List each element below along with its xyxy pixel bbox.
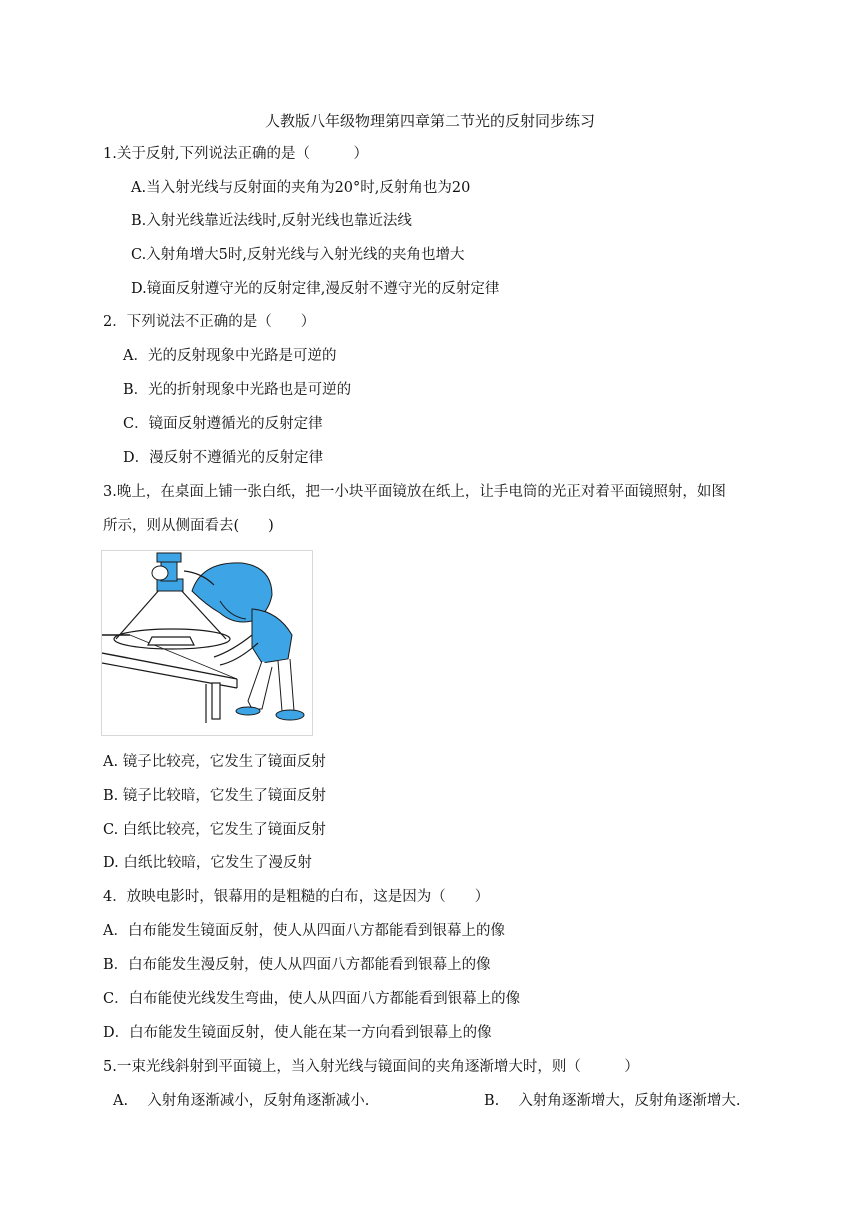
question-3-option-b: B. 镜子比较暗，它发生了镜面反射	[103, 788, 326, 804]
question-3-option-c: C. 白纸比较亮，它发生了镜面反射	[103, 822, 326, 838]
question-4-option-d: D．白布能发生镜面反射，使人能在某一方向看到银幕上的像	[103, 1025, 492, 1041]
question-2-option-d: D．漫反射不遵循光的反射定律	[123, 450, 324, 466]
question-4-option-b: B．白布能发生漫反射，使人从四面八方都能看到银幕上的像	[103, 957, 491, 973]
question-3-option-d: D. 白纸比较暗，它发生了漫反射	[103, 855, 312, 871]
question-1-stem: 1.关于反射,下列说法正确的是（ ）	[103, 146, 368, 162]
question-3-stem-line-1: 3.晚上，在桌面上铺一张白纸，把一小块平面镜放在纸上，让手电筒的光正对着平面镜照射，如图	[103, 484, 726, 500]
question-4-option-c: C．白布能使光线发生弯曲，使人从四面八方都能看到银幕上的像	[103, 991, 521, 1007]
question-4-stem: 4．放映电影时，银幕用的是粗糙的白布，这是因为（ ）	[103, 889, 490, 905]
question-5-option-a: A. 入射角逐渐减小，反射角逐渐减小.	[113, 1093, 370, 1109]
question-3-option-a: A. 镜子比较亮，它发生了镜面反射	[103, 754, 326, 770]
question-2-option-c: C．镜面反射遵循光的反射定律	[123, 416, 323, 432]
page-title: 人教版八年级物理第四章第二节光的反射同步练习	[264, 112, 595, 130]
flashlight-mirror-illustration	[101, 550, 313, 736]
question-2-option-a: A．光的反射现象中光路是可逆的	[123, 348, 337, 364]
question-1-option-b: B.入射光线靠近法线时,反射光线也靠近法线	[131, 213, 412, 229]
question-1-option-a: A.当入射光线与反射面的夹角为20°时,反射角也为20	[131, 180, 471, 196]
question-5-option-b: B. 入射角逐渐增大，反射角逐渐增大.	[484, 1093, 741, 1109]
question-5-stem: 5.一束光线斜射到平面镜上，当入射光线与镜面间的夹角逐渐增大时，则（ ）	[103, 1059, 639, 1075]
question-1-option-d: D.镜面反射遵守光的反射定律,漫反射不遵守光的反射定律	[131, 281, 500, 297]
question-1-option-c: C.入射角增大5时,反射光线与入射光线的夹角也增大	[131, 247, 465, 263]
question-3-stem-line-2: 所示，则从侧面看去( )	[103, 518, 274, 534]
question-2-stem: 2．下列说法不正确的是（ ）	[103, 314, 316, 330]
question-2-option-b: B．光的折射现象中光路也是可逆的	[123, 382, 352, 398]
question-4-option-a: A．白布能发生镜面反射，使人从四面八方都能看到银幕上的像	[103, 923, 505, 939]
